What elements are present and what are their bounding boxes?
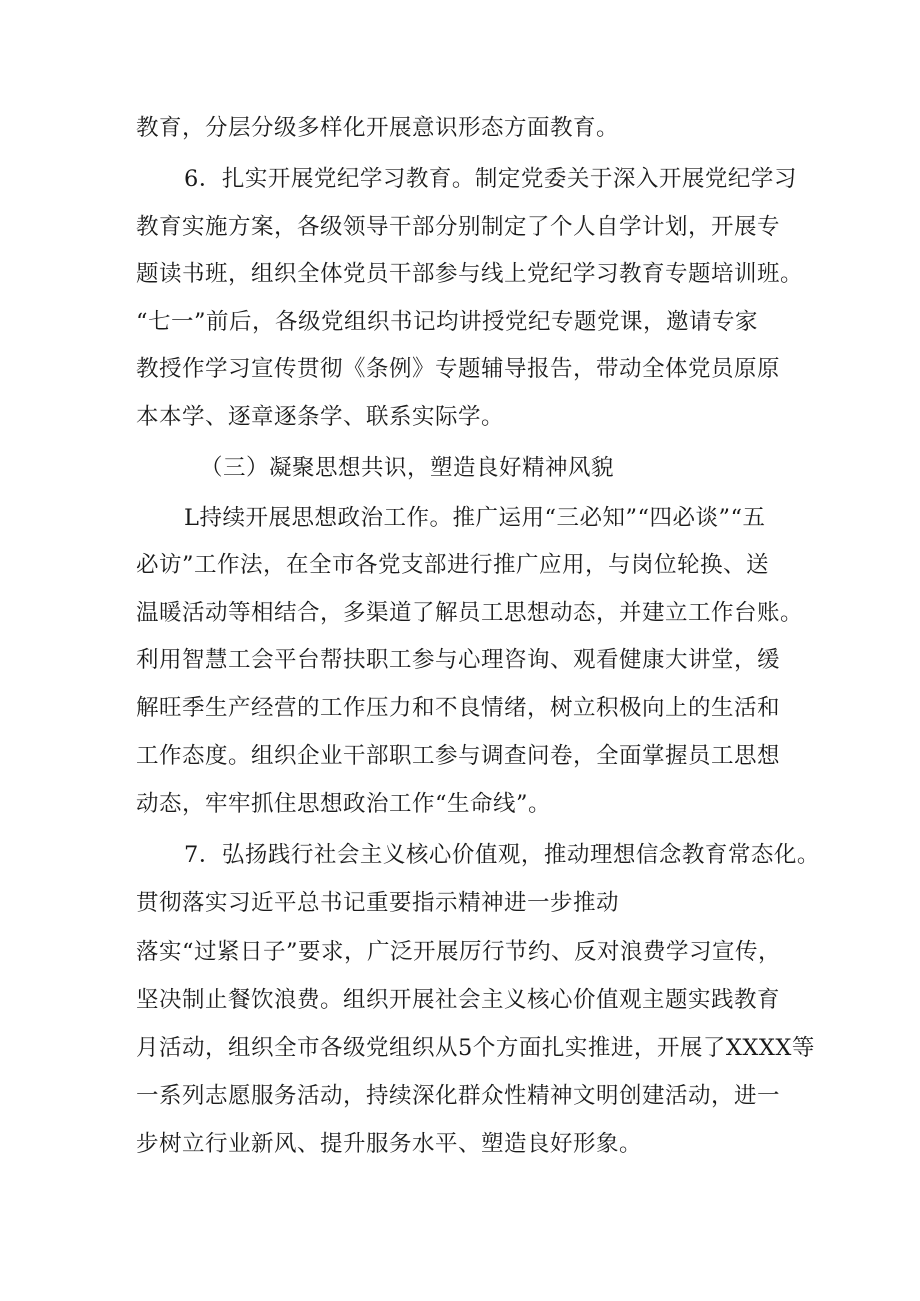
text-line: 必访”工作法，在全市各党支部进行推广应用，与岗位轮换、送	[136, 552, 770, 578]
text-line: 坚决制止餐饮浪费。组织开展社会主义核心价值观主题实践教育	[136, 987, 781, 1013]
text-line: 动态，牢牢抓住思想政治工作“生命线”。	[136, 791, 552, 817]
text-line: “七一”前后，各级党组织书记均讲授党纪专题党课，邀请专家	[136, 309, 759, 335]
text-line: 落实“过紧日子”要求，广泛开展厉行节约、反对浪费学习宣传，	[136, 939, 782, 965]
text-line: 月活动，组织全市各级党组织从5个方面扎实推进，开展了XXXX等	[136, 1035, 815, 1061]
text-line: 教授作学习宣传贯彻《条例》专题辅导报告，带动全体党员原原	[136, 356, 781, 382]
text-line: 步树立行业新风、提升服务水平、塑造良好形象。	[136, 1131, 643, 1157]
text-line: L持续开展思想政治工作。推广运用“三必知”“四必谈”“五	[184, 505, 766, 531]
text-line: 温暖活动等相结合，多渠道了解员工思想动态，并建立工作台账。	[136, 600, 804, 626]
text-line: 一系列志愿服务活动，持续深化群众性精神文明创建活动，进一	[136, 1083, 781, 1109]
text-line: 利用智慧工会平台帮扶职工参与心理咨询、观看健康大讲堂，缓	[136, 647, 781, 673]
text-line: 7．弘扬践行社会主义核心价值观，推动理想信念教育常态化。	[184, 842, 820, 868]
text-line: 题读书班，组织全体党员干部参与线上党纪学习教育专题培训班。	[136, 261, 804, 287]
text-line: 贯彻落实习近平总书记重要指示精神进一步推动	[136, 890, 620, 916]
text-line: 本本学、逐章逐条学、联系实际学。	[136, 404, 505, 430]
text-line: 解旺季生产经营的工作压力和不良情绪，树立积极向上的生活和	[136, 695, 781, 721]
text-line: 工作态度。组织企业干部职工参与调查问卷，全面掌握员工思想	[136, 743, 781, 769]
text-line: 教育实施方案，各级领导干部分别制定了个人自学计划，开展专	[136, 214, 781, 240]
section-heading: （三）凝聚思想共识，塑造良好精神风貌	[200, 455, 615, 481]
text-line: 教育，分层分级多样化开展意识形态方面教育。	[136, 115, 620, 141]
text-line: 6．扎实开展党纪学习教育。制定党委关于深入开展党纪学习	[184, 166, 797, 192]
